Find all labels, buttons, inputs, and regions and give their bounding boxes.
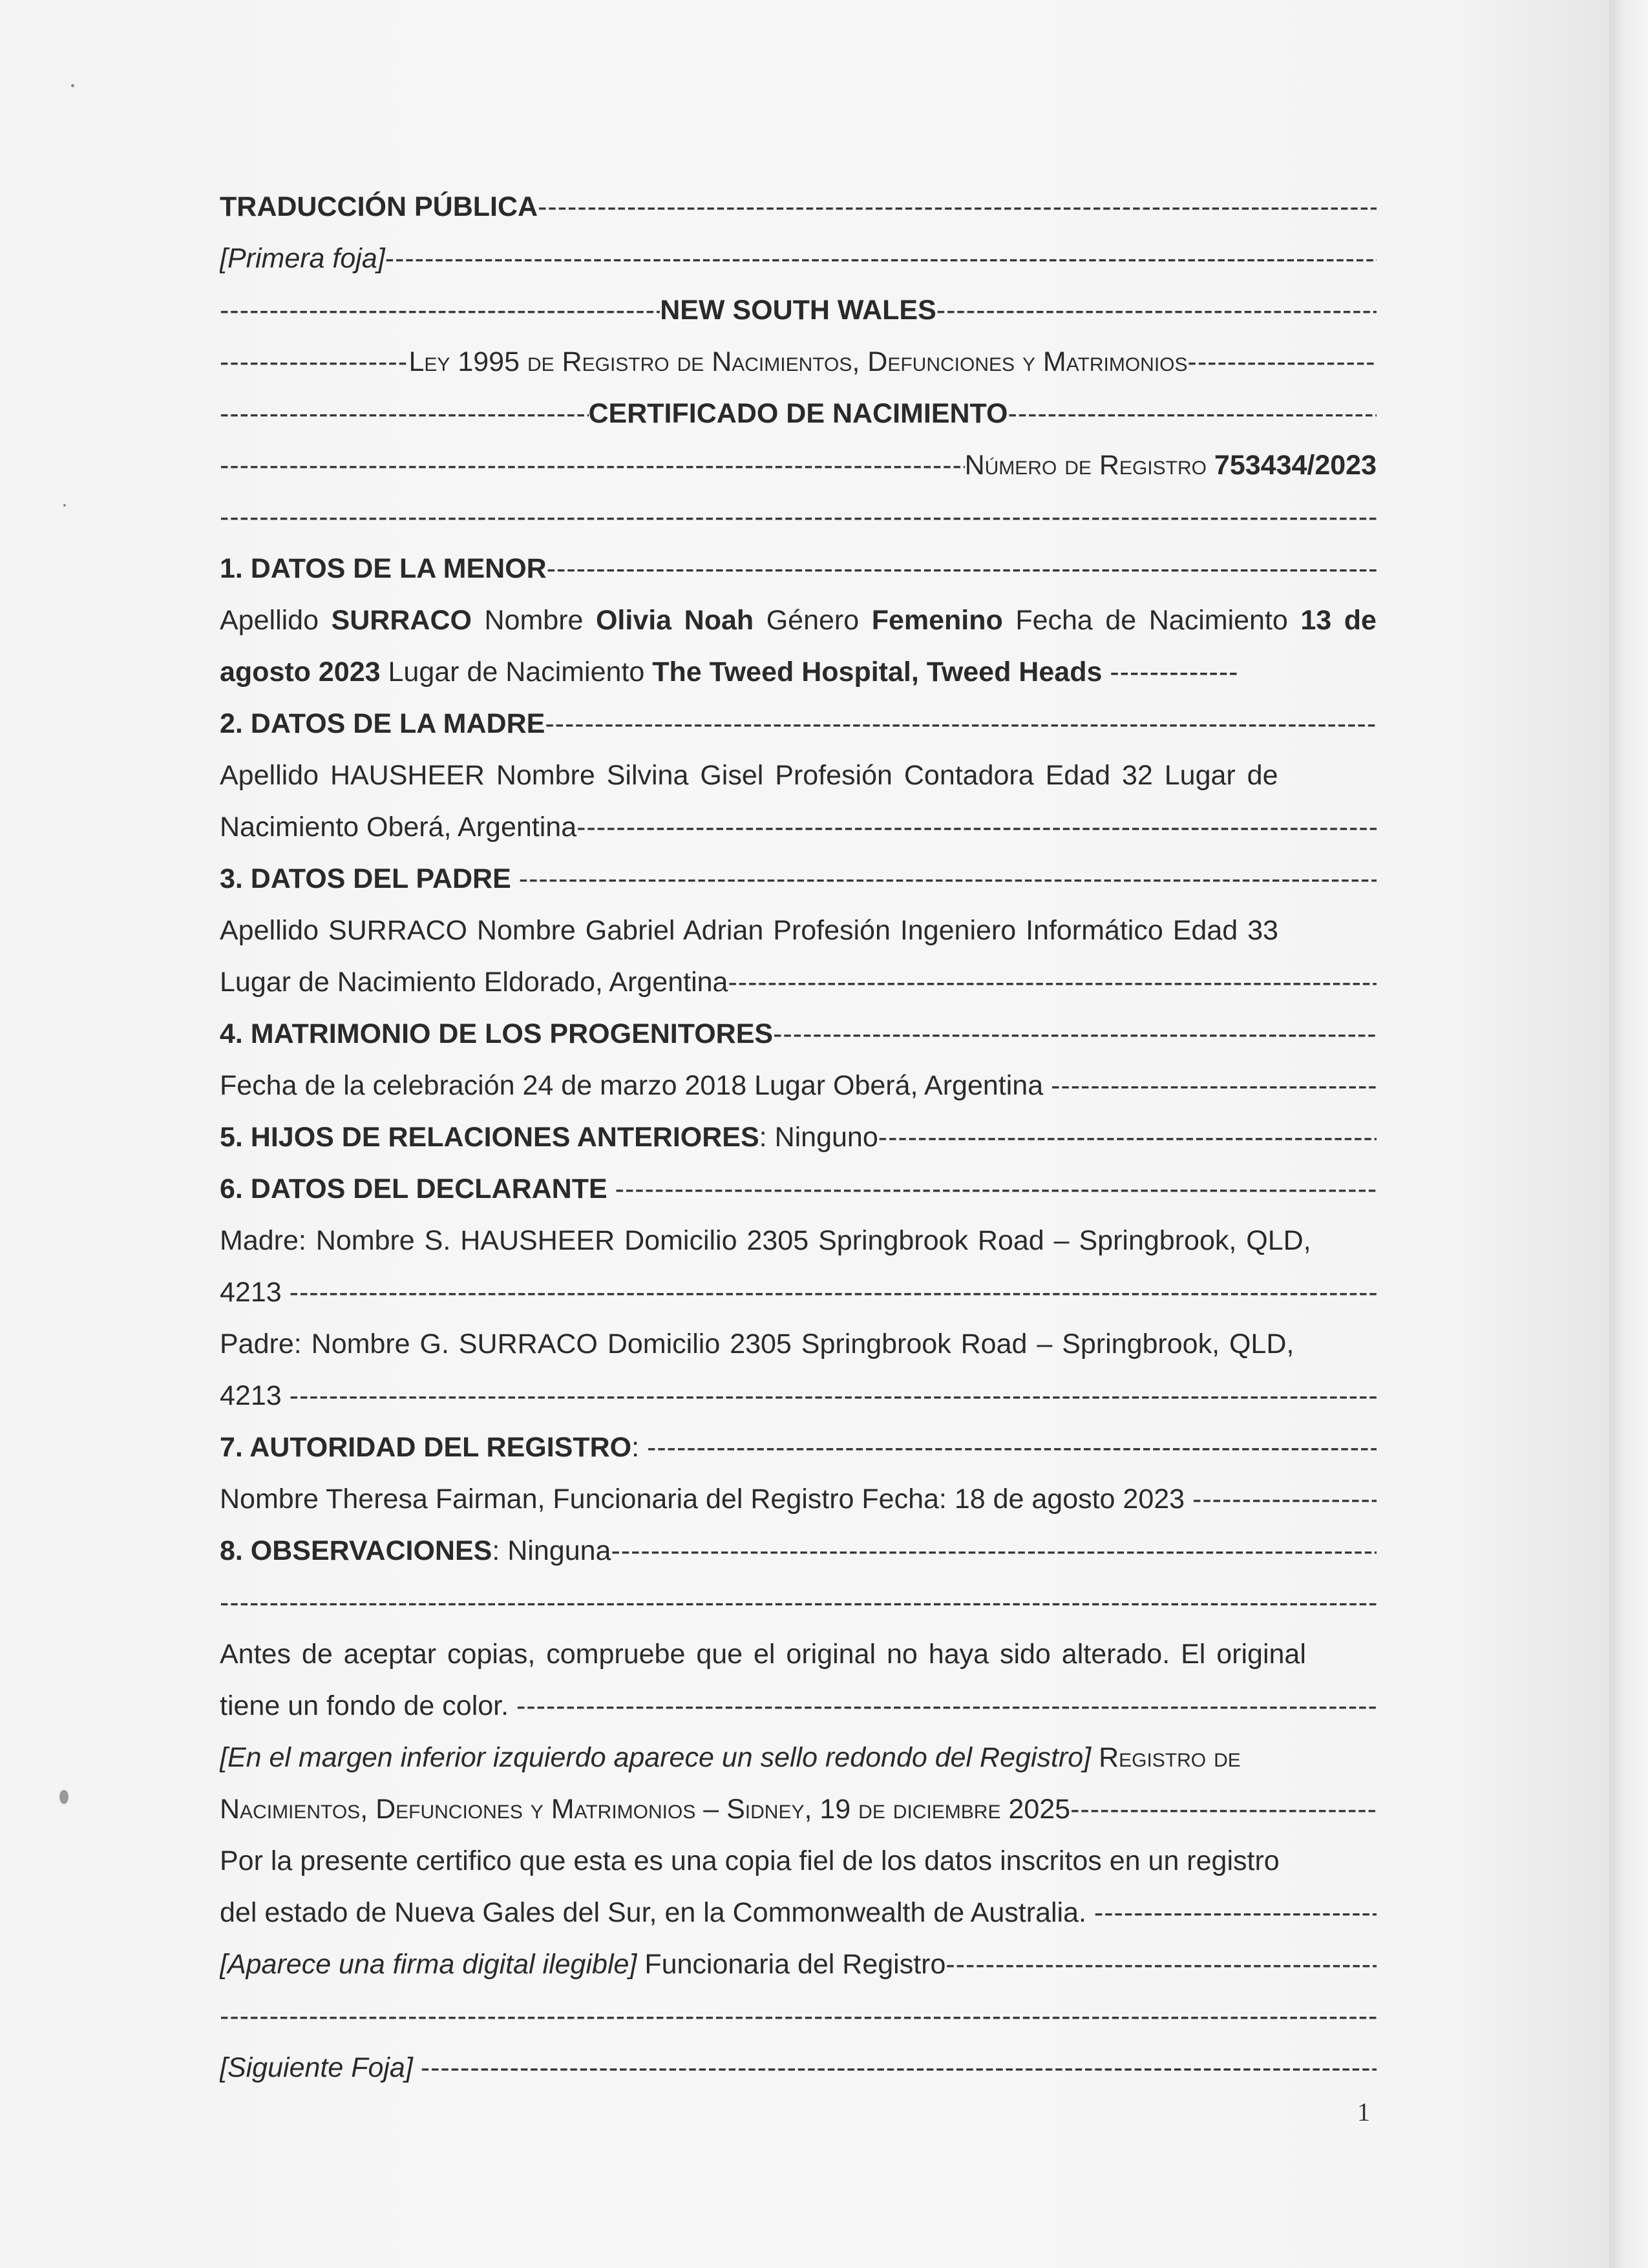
filler-dashes: [290, 1370, 1377, 1422]
filler-dashes: [220, 388, 589, 439]
registrar-details: Nombre Theresa Fairman, Funcionaria del Registro Fecha: 18 de agosto 2023: [220, 1484, 1185, 1515]
child-surname: SURRACO: [331, 605, 472, 636]
filler-dashes: [878, 1111, 1377, 1163]
filler-dashes: [576, 801, 1377, 853]
next-folio-line: [220, 2042, 1377, 2094]
certify-text-2: del estado de Nueva Gales del Sur, en la Commonwealth de Australia.: [220, 1897, 1086, 1928]
filler-dashes: [1008, 388, 1377, 439]
section-7-heading: 7. AUTORIDAD DEL REGISTRO: [220, 1432, 632, 1463]
warning-line: [220, 1628, 1377, 1680]
declarant-mother-postcode: 4213: [220, 1277, 282, 1308]
signature-note: [Aparece una firma digital ilegible]: [220, 1949, 637, 1980]
filler-dashes: [385, 233, 1377, 284]
declarant-father-postcode: 4213: [220, 1380, 282, 1411]
registration-line: [220, 439, 1377, 491]
father-details-line-2: [220, 956, 1377, 1008]
label-gender: Género: [766, 605, 860, 636]
doc-type-line: [220, 388, 1377, 439]
label-name: Nombre: [484, 605, 584, 636]
filler-dashes: [773, 1008, 1377, 1060]
filler-dashes: [290, 1266, 1377, 1318]
section-3-heading-line: [220, 853, 1377, 905]
seal-note: [En el margen inferior izquierdo aparece un sello redondo del Registro]: [220, 1742, 1092, 1773]
section-3-heading: 3. DATOS DEL PADRE: [220, 863, 511, 894]
first-folio-line: [220, 233, 1377, 284]
scan-speck: [71, 84, 74, 87]
label-birth-date: Fecha de Nacimiento: [1015, 605, 1288, 636]
translation-title: TRADUCCIÓN PÚBLICA: [220, 191, 538, 222]
filler-dashes: [945, 1938, 1377, 1990]
section-1-heading: 1. DATOS DE LA MENOR: [220, 553, 547, 584]
filler-dashes: [220, 336, 408, 388]
filler-dashes: [538, 181, 1377, 233]
filler-dashes: [728, 956, 1377, 1008]
declarant-father-line: [220, 1318, 1377, 1370]
declarant-father-postcode-line: [220, 1370, 1377, 1422]
section-5-line: [220, 1111, 1377, 1163]
child-gender: Femenino: [871, 605, 1003, 636]
law-title: Ley 1995 de Registro de Nacimientos, Defunciones y Matrimonios: [408, 346, 1188, 377]
scan-speck: [63, 504, 66, 507]
registrar-line: [220, 1473, 1377, 1525]
section-6-heading-line: [220, 1163, 1377, 1215]
state-line: [220, 284, 1377, 336]
section-5-heading: 5. HIJOS DE RELACIONES ANTERIORES: [220, 1122, 759, 1153]
page-number: 1: [1357, 2097, 1370, 2126]
filler-dashes: [545, 698, 1377, 750]
section-1-heading-line: [220, 543, 1377, 594]
state-name: NEW SOUTH WALES: [660, 295, 936, 326]
first-folio: [Primera foja]: [220, 243, 385, 274]
marriage-details-line: [220, 1060, 1377, 1111]
mother-details-line-2: [220, 801, 1377, 853]
father-details: Apellido SURRACO Nombre Gabriel Adrian Profesión Ingeniero Informático Edad 33: [220, 915, 1278, 946]
law-line: [220, 336, 1377, 388]
registry-line: [220, 1783, 1377, 1835]
filler-dashes: [1051, 1060, 1377, 1111]
filler-dashes: [220, 1990, 1377, 2042]
next-folio: [Siguiente Foja]: [220, 2052, 413, 2083]
separator-line: [220, 1577, 1377, 1628]
warning-line-2: [220, 1680, 1377, 1732]
filler-dashes: [1188, 336, 1377, 388]
father-details-line: [220, 905, 1377, 956]
filler-dashes: [220, 439, 965, 491]
certify-line: [220, 1835, 1377, 1887]
registry-name-2: Nacimientos, Defunciones y Matrimonios – Sidney, 19 de diciembre 2025: [220, 1794, 1071, 1825]
mother-birthplace: Nacimiento Oberá, Argentina: [220, 812, 577, 843]
signature-line: [220, 1938, 1377, 1990]
section-2-heading-line: [220, 698, 1377, 750]
declarant-father: Padre: Nombre G. SURRACO Domicilio 2305 Springbrook Road – Springbrook, QLD,: [220, 1328, 1294, 1360]
declarant-mother-line: [220, 1215, 1377, 1266]
filler-dashes: [611, 1525, 1377, 1577]
doc-type: CERTIFICADO DE NACIMIENTO: [588, 398, 1008, 429]
filler-dashes: [220, 1577, 1377, 1628]
section-8-heading: 8. OBSERVACIONES: [220, 1535, 492, 1566]
document-text: [220, 181, 1377, 2094]
child-details: [220, 594, 1377, 698]
filler-dashes: [1094, 1887, 1377, 1938]
registration-label: Número de Registro: [964, 450, 1207, 481]
section-7-colon: :: [631, 1432, 640, 1463]
filler-dashes: [647, 1422, 1377, 1473]
declarant-mother-postcode-line: [220, 1266, 1377, 1318]
declarant-mother: Madre: Nombre S. HAUSHEER Domicilio 2305 Springbrook Road – Springbrook, QLD,: [220, 1225, 1311, 1256]
section-8-value: : Ninguna: [492, 1535, 611, 1566]
filler-dashes: [615, 1163, 1377, 1215]
separator-line: [220, 491, 1377, 543]
separator-line: [220, 1990, 1377, 2042]
filler-dashes: [936, 284, 1377, 336]
mother-details-line: [220, 750, 1377, 801]
certify-line-2: [220, 1887, 1377, 1938]
filler-dashes: [519, 853, 1377, 905]
filler-dashes: [1070, 1783, 1377, 1835]
translation-title-line: [220, 181, 1377, 233]
filler-dashes: [1192, 1473, 1377, 1525]
section-4-heading: 4. MATRIMONIO DE LOS PROGENITORES: [220, 1018, 774, 1049]
certify-text: Por la presente certifico que esta es una copia fiel de los datos inscritos en un registro: [220, 1845, 1280, 1876]
section-8-line: [220, 1525, 1377, 1577]
filler-dashes: [220, 284, 660, 336]
child-birth-place: The Tweed Hospital, Tweed Heads: [652, 656, 1103, 688]
label-surname: Apellido: [220, 605, 319, 636]
scan-speck: [59, 1790, 69, 1804]
seal-line: [220, 1732, 1377, 1783]
section-6-heading: 6. DATOS DEL DECLARANTE: [220, 1173, 607, 1204]
label-birth-place: Lugar de Nacimiento: [388, 656, 645, 688]
registry-name: Registro de: [1099, 1742, 1241, 1773]
filler-dashes: [516, 1680, 1377, 1732]
filler-dashes: [421, 2042, 1377, 2094]
registration-number: 753434/2023: [1214, 450, 1377, 481]
officer-title: Funcionaria del Registro: [644, 1949, 946, 1980]
filler-dashes: [547, 543, 1377, 594]
warning-text: Antes de aceptar copias, compruebe que el original no haya sido alterado. El original: [220, 1639, 1306, 1670]
filler-dashes: -------------: [1110, 656, 1239, 688]
page-edge-shadow: [1609, 0, 1648, 2268]
marriage-details: Fecha de la celebración 24 de marzo 2018 Lugar Oberá, Argentina: [220, 1070, 1044, 1101]
filler-dashes: [220, 491, 1377, 543]
mother-details: Apellido HAUSHEER Nombre Silvina Gisel Profesión Contadora Edad 32 Lugar de: [220, 760, 1278, 791]
child-name: Olivia Noah: [595, 605, 754, 636]
section-4-heading-line: [220, 1008, 1377, 1060]
section-7-heading-line: [220, 1422, 1377, 1473]
warning-text-2: tiene un fondo de color.: [220, 1690, 509, 1721]
child-birth-date: 13 de agosto 2023: [220, 605, 1377, 688]
section-5-value: : Ninguno: [759, 1122, 878, 1153]
father-birthplace: Lugar de Nacimiento Eldorado, Argentina: [220, 967, 728, 998]
section-2-heading: 2. DATOS DE LA MADRE: [220, 708, 545, 739]
